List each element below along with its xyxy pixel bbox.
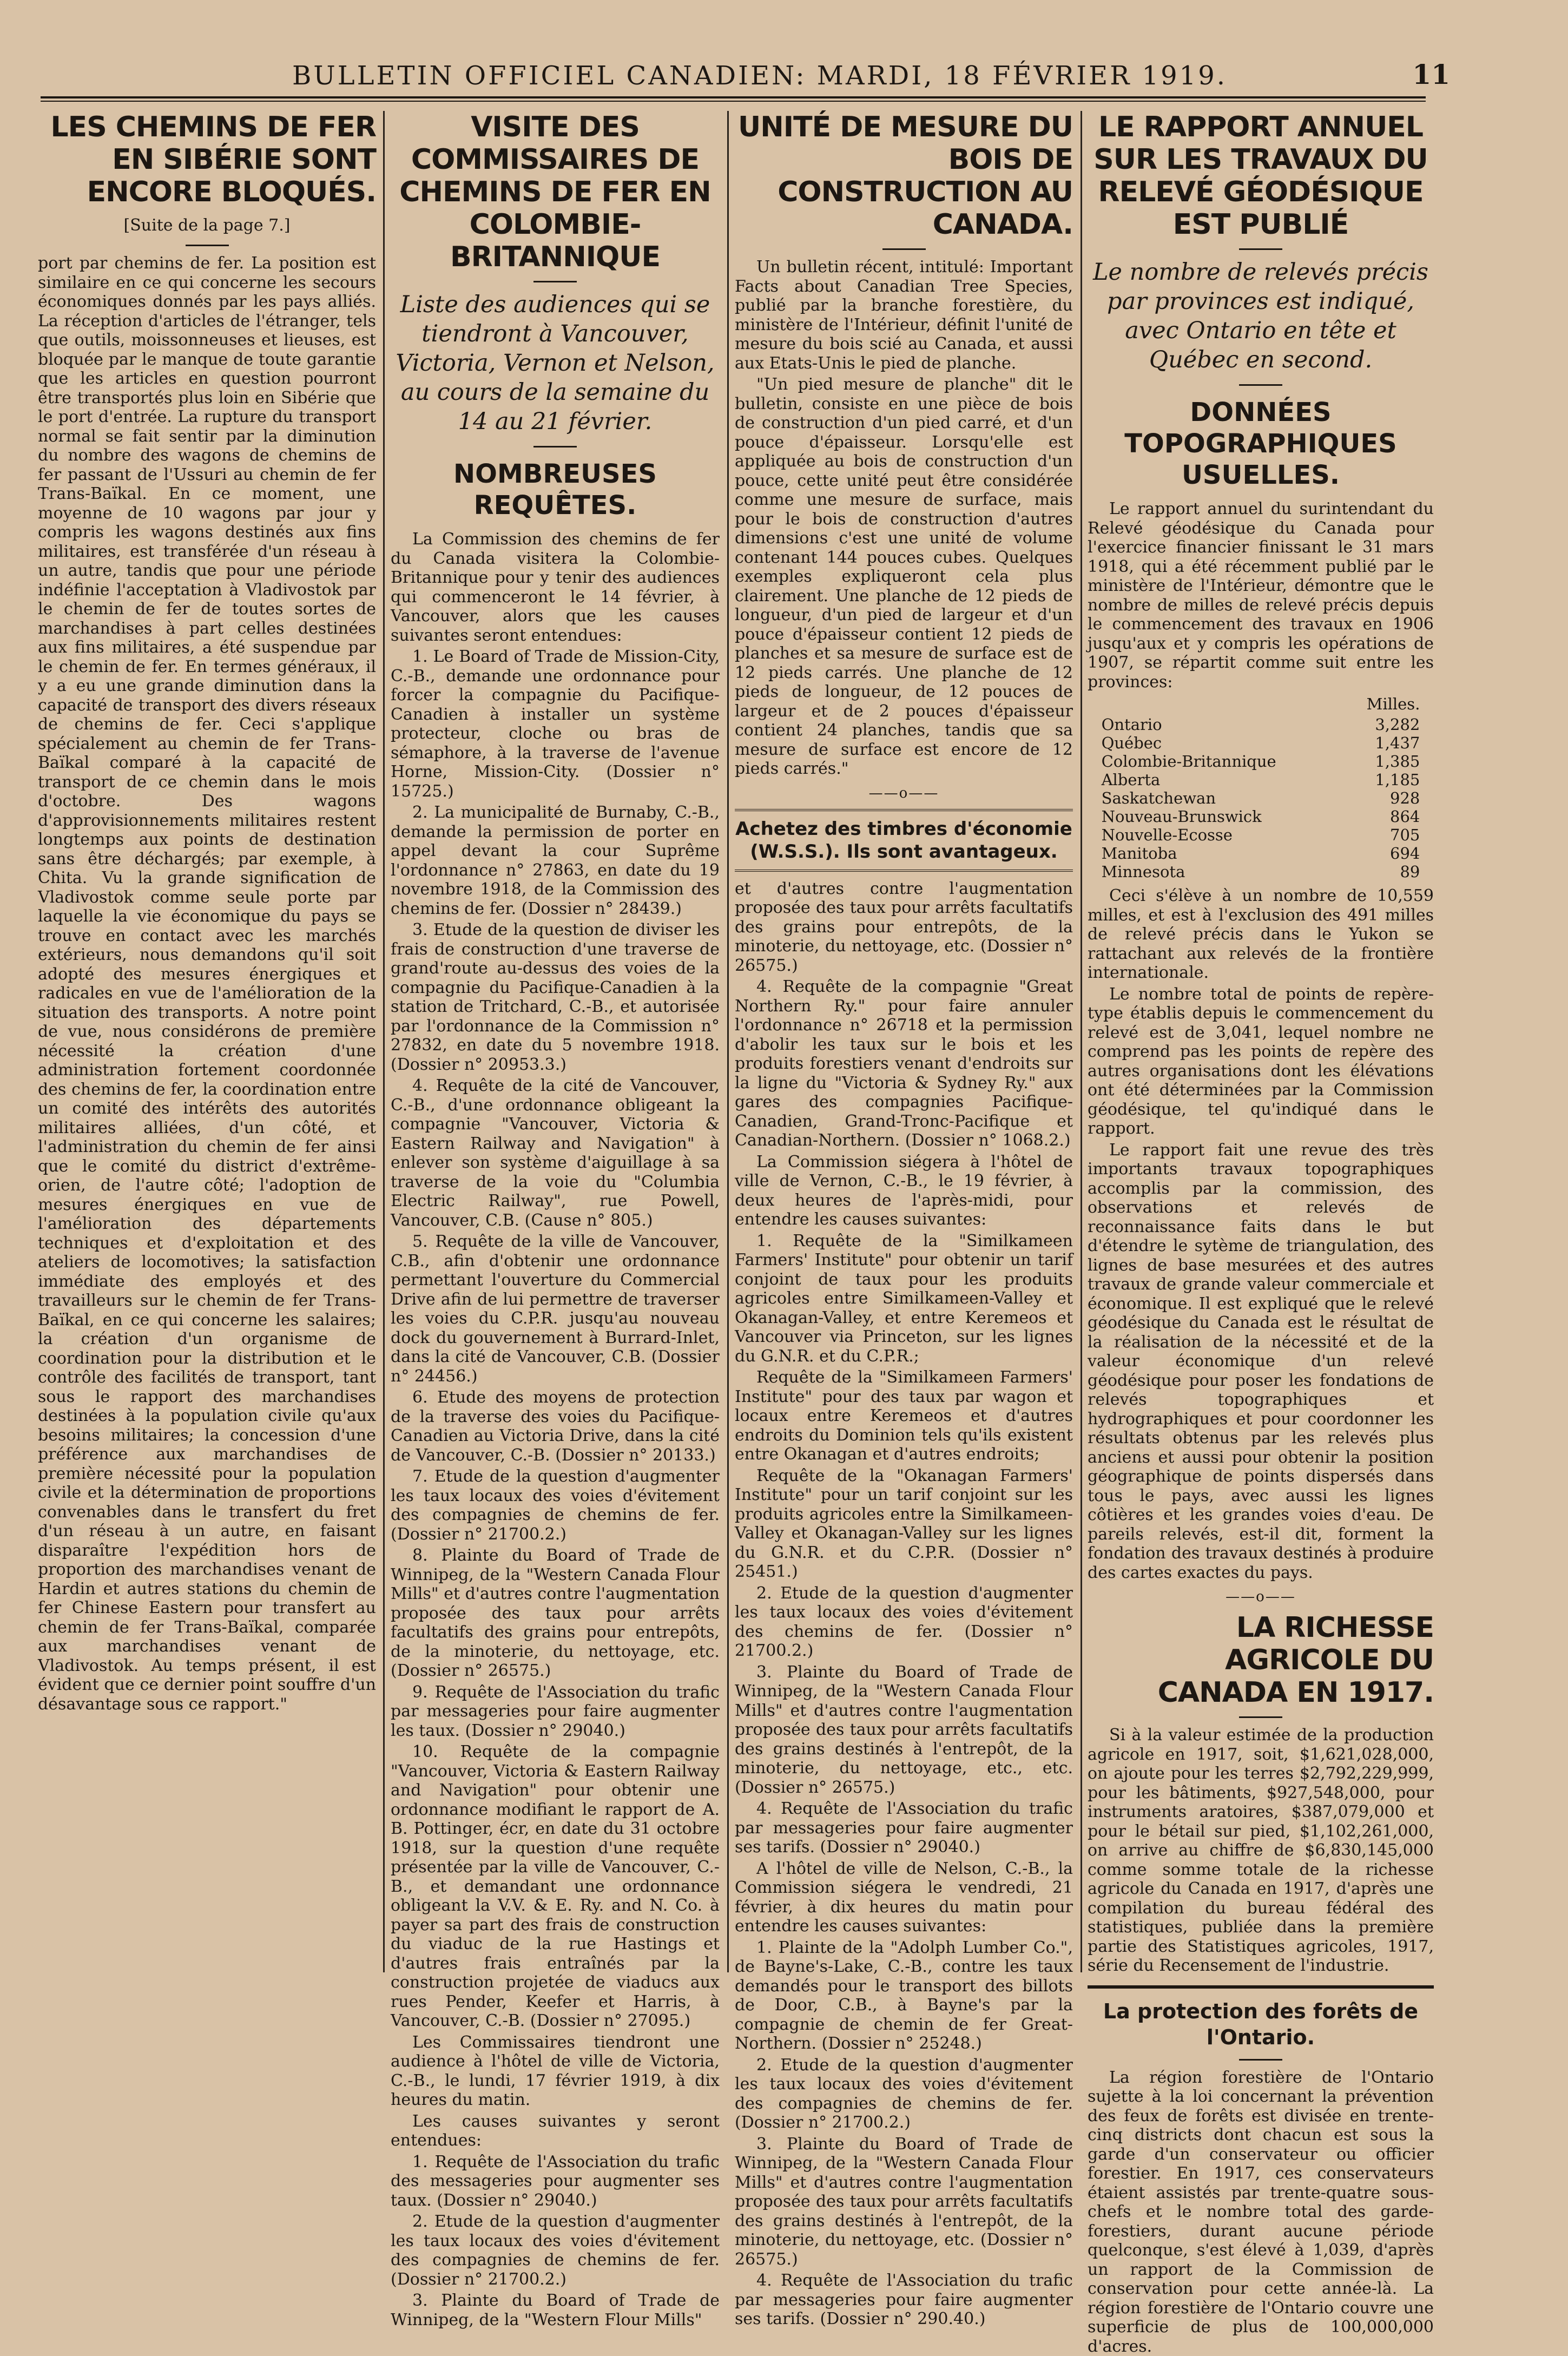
- article-headline: La protection des forêts de l'Ontario.: [1088, 1998, 1434, 2050]
- province-miles: 89: [1339, 863, 1420, 881]
- masthead-title: BULLETIN OFFICIEL CANADIEN: MARDI, 18 FÉVRIER 1919.: [292, 61, 1169, 91]
- province-name: Québec: [1102, 734, 1339, 752]
- paragraph: 1. Requête de la "Similkameen Farmers' Institute" pour obtenir un tarif conjoint de taux pour les produits agricoles entre Similkameen-Valley et Okanagan-Valley, et entre Keremeos et Vancouver via Princeton, sur les lignes du G.N.R. et du C.P.R.;: [735, 1232, 1073, 1366]
- article-headline: LE RAPPORT ANNUEL SUR LES TRAVAUX DU RELEVÉ GÉODÉSIQUE EST PUBLIÉ: [1088, 111, 1434, 241]
- paragraph: Les causes suivantes y seront entendues:: [391, 2112, 720, 2150]
- province-miles: 705: [1339, 826, 1420, 844]
- province-miles: 928: [1339, 789, 1420, 807]
- paragraph: 10. Requête de la compagnie "Vancouver, Victoria & Eastern Railway and Navigation" pour obtenir une ordonnance modifiant le rapport de A. B. Pottinger, écr, en date du 31 octobre 1918, sur la question d'une requête présentée par la ville de Vancouver, C.-B., et demandant une ordonnance obligeant la V.V. & E. Ry. and N. Co. à payer sa part des frais de construction du viaduc de la rue Hastings et d'autres frais entraînés par la construction projetée de viaducs aux rues Pender, Keefer et Harris, à Vancouver, C.-B. (Dossier n° 27095.): [391, 1742, 720, 2031]
- province-name: Alberta: [1102, 771, 1339, 789]
- paragraph: 3. Plainte du Board of Trade de Winnipeg, de la "Western Canada Flour Mills" et d'autres contre l'augmentation proposée des taux pour arrêts facultatifs des grains destinés à l'entrepôt, de la minoterie, du nettoyage, etc. (Dossier n° 26575.): [735, 2135, 1073, 2269]
- table-row: [1102, 734, 1420, 752]
- article-headline: LA RICHESSE AGRICOLE DU CANADA EN 1917.: [1088, 1611, 1434, 1709]
- paragraph: 3. Etude de la question de diviser les frais de construction d'une traverse de grand'route au-dessus des voies de la compagnie du Pacifique-Canadien à la station de Tritchard, C.-B., et autorisée par l'ordonnance de la Commission n° 27832, en date du 5 novembre 1918. (Dossier n° 20953.3.): [391, 920, 720, 1074]
- article-headline: LES CHEMINS DE FER EN SIBÉRIE SONT ENCORE BLOQUÉS.: [38, 111, 376, 208]
- paragraph: 1. Requête de l'Association du trafic des messageries pour augmenter ses taux. (Dossier n° 29040.): [391, 2153, 720, 2210]
- article-subheading: Liste des audiences qui se tiendront à Vancouver, Victoria, Vernon et Nelson, au cours de la semaine du 14 au 21 février.: [394, 290, 716, 436]
- paragraph: 2. Etude de la question d'augmenter les taux locaux des voies d'évitement des chemins de fer. (Dossier n° 21700.2.): [735, 1584, 1073, 1661]
- divider: [1239, 248, 1282, 250]
- paragraph: 6. Etude des moyens de protection de la traverse des voies du Pacifique-Canadien au Victoria Drive, dans la cité de Vancouver, C.-B. (Dossier n° 20133.): [391, 1388, 720, 1465]
- table-row: [1102, 826, 1420, 844]
- paragraph: 2. La municipalité de Burnaby, C.-B., demande la permission de porter en appel devant la cour Suprême l'ordonnance n° 27863, en date du 19 novembre 1918, de la Commission des chemins de fer. (Dossier n° 28439.): [391, 803, 720, 918]
- paragraph: 8. Plainte du Board of Trade de Winnipeg, de la "Western Canada Flour Mills" et d'autres contre l'augmentation proposée des taux pour arrêts facultatifs des grains pour entrepôts, de la minoterie, du nettoyage, etc. (Dossier n° 26575.): [391, 1546, 720, 1681]
- province-name: Nouveau-Brunswick: [1102, 807, 1339, 826]
- province-name: Manitoba: [1102, 844, 1339, 863]
- province-name: Colombie-Britannique: [1102, 752, 1339, 771]
- article-body: [38, 254, 376, 1714]
- table-row: [1102, 771, 1420, 789]
- ornament-divider: ——o——: [735, 785, 1073, 801]
- table-row: [1102, 789, 1420, 807]
- paragraph: 4. Requête de l'Association du trafic par messageries pour faire augmenter ses tarifs. (Dossier n° 290.40.): [735, 2271, 1073, 2329]
- province-miles: 864: [1339, 807, 1420, 826]
- paragraph: 3. Plainte du Board of Trade de Winnipeg, de la "Western Canada Flour Mills" et d'autres contre l'augmentation proposée des taux pour arrêts facultatifs des grains destinés à l'entrepôt, de la minoterie, du nettoyage, etc., etc. (Dossier n° 26575.): [735, 1663, 1073, 1798]
- article-headline: UNITÉ DE MESURE DU BOIS DE CONSTRUCTION AU CANADA.: [735, 111, 1073, 241]
- paragraph: "Un pied mesure de planche" dit le bulletin, consiste en une pièce de bois de construction d'un pied carré, et d'un pouce d'épaisseur. Lorsqu'elle est appliquée au bois de construction d'un pouce, cette unité peut être considérée comme une mesure de surface, mais pour le bois de construction d'autres dimensions c'est une unité de volume contenant 144 pouces cubes. Quelques exemples expliqueront cela plus clairement. Une planche de 12 pieds de longueur, d'un pied de largeur et d'un pouce d'épaisseur contient 12 pieds de planches et sa mesure de surface est de 12 pieds carrés. Une planche de 12 pieds de longueur, de 12 pouces de largeur et de 2 pouces d'épaisseur contient 24 planches, tandis que sa mesure de surface est encore de 12 pieds carrés.": [735, 375, 1073, 779]
- province-miles: 1,185: [1339, 771, 1420, 789]
- column-3: [735, 111, 1073, 1983]
- column-2: [391, 111, 720, 1983]
- table-row: [1102, 844, 1420, 863]
- paragraph: Si à la valeur estimée de la production agricole en 1917, soit, $1,621,028,000, on ajoute pour les terres $2,792,229,999, pour les bâtiments, $927,548,000, pour instruments aratoires, $387,079,000 et pour le bétail sur pied, $1,102,261,000, on arrive au chiffre de $6,830,145,000 comme somme totale de la richesse agricole du Canada en 1917, d'après une compilation du bureau fédéral des statistiques, publiée dans la première partie des Statistiques agricoles, 1917, série du Recensement de l'industrie.: [1088, 1726, 1434, 1976]
- paragraph: 9. Requête de l'Association du trafic par messageries pour faire augmenter les taux. (Dossier n° 29040.): [391, 1683, 720, 1741]
- column-rule: [1081, 111, 1082, 1972]
- table-row: [1102, 863, 1420, 881]
- paragraph: 3. Plainte du Board of Trade de Winnipeg, de la "Western Flour Mills": [391, 2291, 720, 2329]
- article-headline: VISITE DES COMMISSAIRES DE CHEMINS DE FER EN COLOMBIE-BRITANNIQUE: [391, 111, 720, 273]
- paragraph: 7. Etude de la question d'augmenter les taux locaux des voies d'évitement des compagnies de chemins de fer. (Dossier n° 21700.2.): [391, 1467, 720, 1544]
- province-name: Nouvelle-Ecosse: [1102, 826, 1339, 844]
- province-miles-table: [1102, 715, 1420, 881]
- divider: [1239, 2059, 1282, 2061]
- section-headline: DONNÉES TOPOGRAPHIQUES USUELLES.: [1088, 397, 1434, 491]
- table-row: [1102, 715, 1420, 734]
- paragraph: Requête de la "Similkameen Farmers' Institute" pour des taux par wagon et locaux entre Keremeos et d'autres endroits du Dominion tels qu'ils existent entre Okanagan et d'autres endroits;: [735, 1368, 1073, 1464]
- table-row: [1102, 807, 1420, 826]
- paragraph: 2. Etude de la question d'augmenter les taux locaux des voies d'évitement des compagnies de chemins de fer. (Dossier n° 21700.2.): [391, 2212, 720, 2289]
- province-miles: 1,385: [1339, 752, 1420, 771]
- page-number: 11: [1396, 58, 1450, 90]
- paragraph: A l'hôtel de ville de Nelson, C.-B., la Commission siégera le vendredi, 21 février, à dix heures du matin pour entendre les causes suivantes:: [735, 1859, 1073, 1936]
- article-body: [735, 258, 1073, 779]
- province-miles: 694: [1339, 844, 1420, 863]
- paragraph: et d'autres contre l'augmentation proposée des taux pour arrêts facultatifs des grains pour entrepôts, de la minoterie, du nettoyage, etc. (Dossier n° 26575.): [735, 879, 1073, 976]
- article-subheading: Le nombre de relevés précis par provinces est indiqué, avec Ontario en tête et Québec en second.: [1091, 258, 1431, 374]
- paragraph: 4. Requête de la cité de Vancouver, C.-B., d'une ordonnance obligeant la compagnie "Vancouver, Victoria & Eastern Railway and Navigation" à enlever son système d'aiguillage à sa traverse de la voie du "Columbia Electric Railway", rue Powell, Vancouver, C.B. (Cause n° 805.): [391, 1076, 720, 1230]
- paragraph: Le rapport fait une revue des très importants travaux topographiques accomplis par la commission, des observations et relevés de reconnaissance faits dans le but d'étendre le sytème de triangulation, des lignes de base mesurées et des autres travaux de grande valeur commerciale et économique. Il est expliqué que le relevé géodésique du Canada est le résultat de la réalisation de la nécessité et de la valeur économique d'un relevé géodésique pour poser les fondations de relevés topographiques et hydrographiques et pour coordonner les résultats obtenus par les relevés plus anciens et aussi pour obtenir la position géographique de points dispersés dans tous le pays, avec aussi les lignes côtières et les grandes voies d'eau. De pareils relevés, est-il dit, forment la fondation des travaux destinés à produire des cartes exactes du pays.: [1088, 1141, 1434, 1583]
- province-name: Minnesota: [1102, 863, 1339, 881]
- divider: [1239, 1716, 1282, 1718]
- table-header-miles: Milles.: [1088, 695, 1434, 713]
- column-rule: [383, 111, 385, 1972]
- ornament-divider: ——o——: [1088, 1589, 1434, 1605]
- table-row: [1102, 752, 1420, 771]
- divider: [1239, 384, 1282, 386]
- article-body: [391, 530, 720, 2329]
- paragraph: Ceci s'élève à un nombre de 10,559 milles, et est à l'exclusion des 491 milles de relevé précis dans le Yukon se rattachant aux relevés de la frontière internationale.: [1088, 886, 1434, 983]
- paragraph: 1. Le Board of Trade de Mission-City, C.-B., demande une ordonnance pour forcer la compagnie du Pacifique-Canadien à installer un système protecteur, cloche ou bras de sémaphore, à la traverse de l'avenue Horne, Mission-City. (Dossier n° 15725.): [391, 647, 720, 801]
- paragraph: 2. Etude de la question d'augmenter les taux locaux des voies d'évitement des compagnies de chemins de fer. (Dossier n° 21700.2.): [735, 2056, 1073, 2133]
- continuation-note: [Suite de la page 7.]: [38, 216, 376, 235]
- header-rule-thin: [41, 101, 1426, 102]
- paragraph: Le nombre total de points de repère-type établis depuis le commencement du relevé est de 3,041, lequel nombre ne comprend pas les points de repère des autres organisations dont les élévations ont été déterminées par la Commission géodésique, tel qu'indiqué dans le rapport.: [1088, 985, 1434, 1138]
- column-rule: [727, 111, 729, 1972]
- divider: [186, 245, 229, 246]
- paragraph: 1. Plainte de la "Adolph Lumber Co.", de Bayne's-Lake, C.-B., contre les taux demandés pour le transport des billots de Door, C.B., à Bayne's par la compagnie de chemin de fer Great-Northern. (Dossier n° 25248.): [735, 1938, 1073, 2054]
- province-name: Ontario: [1102, 715, 1339, 734]
- divider: [533, 281, 577, 282]
- article-body-continued: [735, 879, 1073, 2329]
- paragraph: La Commission siégera à l'hôtel de ville de Vernon, C.-B., le 19 février, à deux heures de l'après-midi, pour entendre les causes suivantes:: [735, 1153, 1073, 1229]
- paragraph: Un bulletin récent, intitulé: Important Facts about Canadian Tree Species, publié par la branche forestière, du ministère de l'Intérieur, définit l'unité de mesure du bois scié au Canada, et aussi aux Etats-Unis le pied de planche.: [735, 258, 1073, 373]
- header-rule: [41, 96, 1426, 98]
- province-miles: 3,282: [1339, 715, 1420, 734]
- heavy-divider: [1088, 1985, 1434, 1989]
- province-miles: 1,437: [1339, 734, 1420, 752]
- paragraph: port par chemins de fer. La position est similaire en ce qui concerne les secours économiques donnés par les pays alliés. La réception d'articles de l'étranger, tels que outils, moissonneuses et lieuses, est bloquée par le manque de toute garantie que les articles en question pourront être transportés plus loin en Sibérie que le port d'entrée. La rupture du transport normal se fait sentir par la diminution du nombre des wagons de chemins de fer passant de l'Ussuri au chemin de fer Trans-Baïkal. En ce moment, une moyenne de 10 wagons par jour y compris les wagons destinés aux fins militaires, est transférée d'un réseau à un autre, tandis que pour une période indéfinie l'acceptation à Vladivostok par le chemin de fer de toutes sortes de marchandises à part celles destinées aux fins militaires, a été suspendue par le chemin de fer. En termes généraux, il y a eu une grande diminution dans la capacité de transport des divers réseaux de chemins de fer. Ceci s'applique spécialement au chemin de fer Trans-Baïkal comparé à la capacité de transport de ce chemin dans le mois d'octobre. Des wagons d'approvisionnements militaires restent longtemps aux points de destination sans être déchargés; par exemple, à Chita. Vu la grande signification de Vladivostok comme seule porte par laquelle la vie économique du pays se trouve en contact avec les marchés extérieurs, nous demandons qu'il soit adopté des mesures énergiques et radicales en vue de l'amélioration de la situation des transports. A notre point de vue, nous considérons de première nécessité la création d'une administration fortement coordonnée des chemins de fer, la coordination entre un comité des intérêts des autorités militaires alliées, d'un côté, et l'administration du chemin de fer ainsi que le comité du district d'extrême-orien, de l'autre côté; l'adoption de mesures énergiques en vue de l'amélioration des départements techniques et d'exploitation et des ateliers de locomotives; la satisfaction immédiate des employés et des travailleurs sur le chemin de fer Trans-Baïkal, en ce qui concerne les salaires; la création d'un organisme de coordination pour la distribution et le contrôle des facilités de transport, tant sous le rapport des marchandises destinées à la population civile qu'aux besoins militaires; la concession d'une préférence aux marchandises de première nécessité pour la population civile et la détermination de proportions convenables dans le transfert du fret d'un réseau à un autre, en faisant disparaître l'expédition hors de proportion des marchandises venant de Hardin et autres stations du chemin de fer Chinese Eastern pour transfert au chemin de fer Trans-Baïkal, comparée aux marchandises venant de Vladivostok. Au temps présent, il est évident que ce dernier point souffre d'un désavantage sous ce rapport.": [38, 254, 376, 1714]
- boxed-notice: Achetez des timbres d'économie (W.S.S.). Ils sont avantageux.: [735, 809, 1073, 872]
- paragraph: Les Commissaires tiendront une audience à l'hôtel de ville de Victoria, C.-B., le lundi, 17 février 1919, à dix heures du matin.: [391, 2033, 720, 2110]
- paragraph: Le rapport annuel du surintendant du Relevé géodésique du Canada pour l'exercice financier finissant le 31 mars 1918, qui a été récemment publié par le ministère de l'Intérieur, démontre que le nombre de milles de relevé précis depuis le commencement des travaux en 1906 jusqu'aux et y compris les opérations de 1907, se répartit comme suit entre les provinces:: [1088, 499, 1434, 692]
- divider: [533, 446, 577, 447]
- paragraph: La région forestière de l'Ontario sujette à la loi concernant la prévention des feux de forêts est divisée en trente-cinq districts dont chacun est sous la garde d'un conservateur ou officier forestier. En 1917, ces conservateurs étaient assistés par trente-quatre sous-chefs et le nombre total des garde-forestiers, durant aucune période quelconque, s'est élevé à 1,039, d'après un rapport de la Commission de conservation pour cette année-là. La région forestière de l'Ontario couvre une superficie de plus de 100,000,000 d'acres.: [1088, 2068, 1434, 2356]
- column-1: [38, 111, 376, 1983]
- column-4: [1088, 111, 1434, 1983]
- section-headline: NOMBREUSES REQUÊTES.: [391, 458, 720, 521]
- paragraph: 4. Requête de la compagnie "Great Northern Ry." pour faire annuler l'ordonnance n° 26718 et la permission d'abolir les taux sur le bois et les produits forestiers venant d'endroits sur la ligne du "Victoria & Sydney Ry." aux gares des compagnies Pacifique-Canadien, Grand-Tronc-Pacifique et Canadian-Northern. (Dossier n° 1068.2.): [735, 977, 1073, 1150]
- divider: [882, 248, 926, 250]
- paragraph: 4. Requête de l'Association du trafic par messageries pour faire augmenter ses tarifs. (Dossier n° 29040.): [735, 1799, 1073, 1857]
- paragraph: Requête de la "Okanagan Farmers' Institute" pour un tarif conjoint sur les produits agricoles entre la Similkameen-Valley et Okanagan-Valley sur les lignes du G.N.R. et du C.P.R. (Dossier n° 25451.): [735, 1466, 1073, 1582]
- paragraph: 5. Requête de la ville de Vancouver, C.B., afin d'obtenir une ordonnance permettant l'ouverture du Commercial Drive afin de lui permettre de traverser les voies du C.P.R. jusqu'au nouveau dock du gouvernement à Burrard-Inlet, dans la cité de Vancouver, C.B. (Dossier n° 24456.): [391, 1232, 720, 1386]
- paragraph: La Commission des chemins de fer du Canada visitera la Colombie-Britannique pour y tenir des audiences qui commenceront le 14 février, à Vancouver, alors que les causes suivantes seront entendues:: [391, 530, 720, 645]
- province-name: Saskatchewan: [1102, 789, 1339, 807]
